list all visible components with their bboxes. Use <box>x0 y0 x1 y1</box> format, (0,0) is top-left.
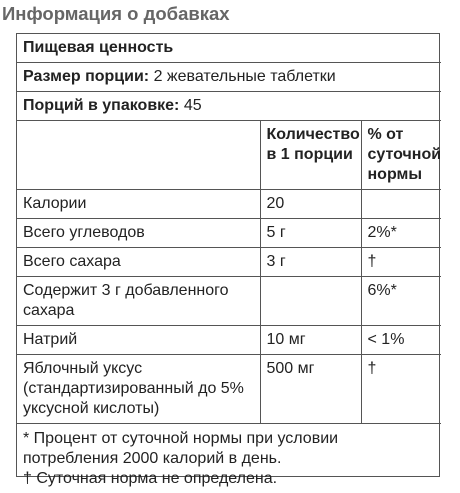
servings-per-container-value: 45 <box>184 97 202 114</box>
table-row <box>17 355 441 424</box>
nutrient-daily-value: < 1% <box>361 326 441 355</box>
facts-title-row <box>17 34 441 63</box>
nutrient-daily-value <box>361 190 441 219</box>
nutrient-daily-value: 6%* <box>361 277 441 326</box>
table-row <box>17 190 441 219</box>
nutrient-daily-value: † <box>361 248 441 277</box>
facts-title: Пищевая ценность <box>17 34 441 63</box>
supplement-facts-table <box>17 34 441 493</box>
nutrient-name: Всего сахара <box>17 248 260 277</box>
table-row <box>17 277 441 326</box>
table-row <box>17 219 441 248</box>
servings-per-container-label: Порций в упаковке: <box>23 97 179 114</box>
footnote-row <box>17 424 441 493</box>
column-header-empty <box>17 121 260 190</box>
nutrient-name: Яблочный уксус (стандартизированный до 5% уксусной кислоты) <box>17 355 260 424</box>
nutrient-amount: 20 <box>260 190 361 219</box>
servings-per-container-row <box>17 92 441 121</box>
footnote-daily-value: * Процент от суточной нормы при условии потребления 2000 калорий в день. <box>23 429 436 469</box>
nutrient-name: Натрий <box>17 326 260 355</box>
supplement-facts-panel <box>16 33 440 477</box>
column-header-daily-value: % от суточной нормы <box>361 121 441 190</box>
serving-size-label: Размер порции: <box>23 68 149 85</box>
nutrient-daily-value: † <box>361 355 441 424</box>
column-header-row <box>17 121 441 190</box>
nutrient-amount: 5 г <box>260 219 361 248</box>
nutrient-name: Содержит 3 г добавленного сахара <box>17 277 260 326</box>
table-row <box>17 248 441 277</box>
nutrient-daily-value: 2%* <box>361 219 441 248</box>
nutrient-name: Всего углеводов <box>17 219 260 248</box>
table-row <box>17 326 441 355</box>
serving-size-value: 2 жевательные таблетки <box>154 68 336 85</box>
page-title: Информация о добавках <box>2 3 230 25</box>
nutrient-amount: 500 мг <box>260 355 361 424</box>
nutrient-name: Калории <box>17 190 260 219</box>
nutrient-amount: 10 мг <box>260 326 361 355</box>
nutrient-amount: 3 г <box>260 248 361 277</box>
footnote-not-established: † Суточная норма не определена. <box>23 469 436 489</box>
nutrient-amount <box>260 277 361 326</box>
serving-size-row <box>17 63 441 92</box>
column-header-amount: Количество в 1 порции <box>260 121 361 190</box>
